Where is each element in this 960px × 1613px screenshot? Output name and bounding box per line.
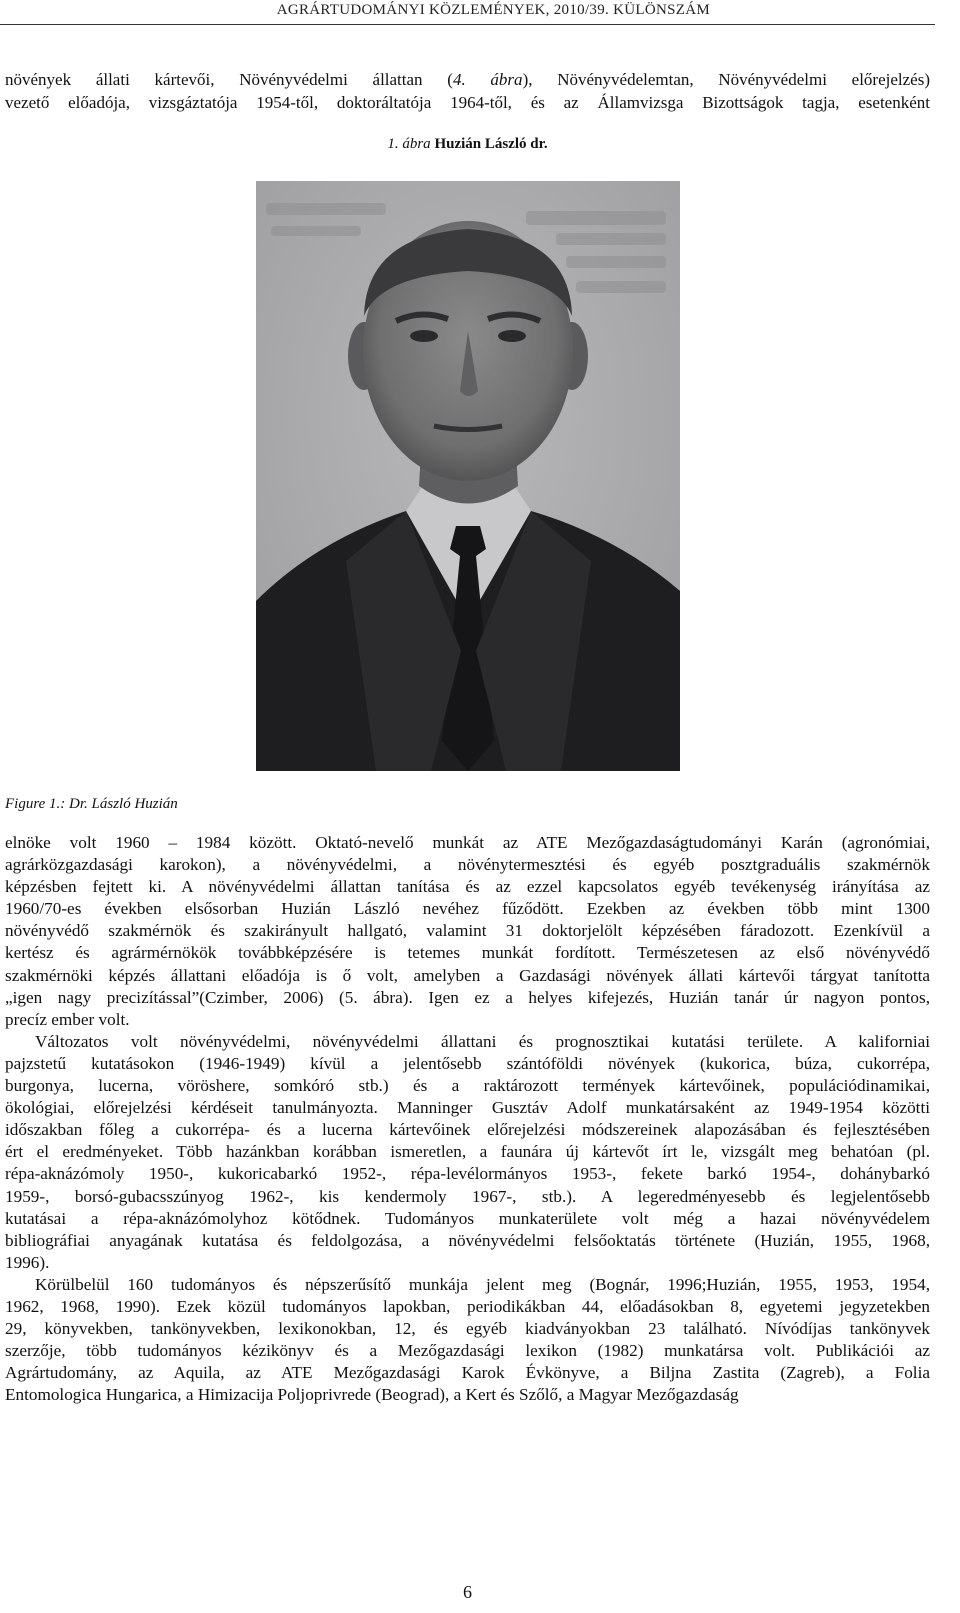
body-line: 1959-, borsó-gubacsszúnyog 1962-, kis kendermoly 1967-, stb.). A legeredményesebb és legjelentősebb	[5, 1186, 930, 1206]
body-line: elnöke volt 1960 – 1984 között. Oktató-nevelő munkát az ATE Mezőgazdaságtudományi Karán (agronómiai,	[5, 833, 930, 852]
intro-line-1: növények állati kártevői, Növényvédelmi állattan (4. ábra), Növényvédelemtan, Növényvédelmi előrejelzés)	[5, 70, 931, 89]
body-line: pajzstetű kutatásokon (1946-1949) kívül a jelentősebb szántóföldi növények (kukorica, búza, cukorrépa,	[5, 1053, 930, 1073]
body-line: 1962, 1968, 1990). Ezek közül tudományos lapokban, periodikákban 44, előadásokban 8, egyetemi jegyzetekben	[5, 1296, 930, 1316]
intro-paragraph	[5, 68, 930, 114]
figure-label: 1. ábra	[387, 136, 431, 152]
body-text	[5, 832, 930, 1406]
body-line: ért el eredményeket. Több hazánkban korábban ismeretlen, a faunára új kártevőt írt le, vizsgált meg behatóan (pl.	[5, 1142, 930, 1162]
body-line: „igen nagy precizítással”(Czimber, 2006) (5. ábra). Igen ez a helyes kifejezés, Huzián tanár úr nagyon pontos,	[5, 987, 930, 1007]
body-line: szerzője, több tudományos kézikönyv és a Mezőgazdasági lexikon (1982) munkatársa volt. Publikációi az	[5, 1341, 930, 1361]
intro-line-2: vezető előadója, vizsgáztatója 1954-től, doktoráltatója 1964-től, és az Államvizsga Bizottságok tagja, esetenként	[5, 93, 930, 112]
body-line: ökológiai, előrejelzési kérdéseit tanulmányozta. Manninger Gusztáv Adolf munkatársaként az 1949-1954 közötti	[5, 1098, 930, 1118]
body-line: agrárközgazdasági karokon), a növényvédelmi, a növénytermesztési és egyéb posztgraduális szakmérnök	[5, 855, 930, 875]
body-line: répa-aknázómoly 1950-, kukoricabarkó 1952-, répa-levélormányos 1953-, fekete barkó 1954-, dohánybarkó	[5, 1164, 930, 1184]
body-line: időszakban főleg a cukorrépa- és a lucerna kártevőinek előrejelzési módszereinek alapozásában és fejlesztésében	[5, 1120, 930, 1140]
body-line: Változatos volt növényvédelmi, növényvédelmi állattani és prognosztikai kutatási területe. A kaliforniai	[35, 1031, 930, 1051]
body-line: kertész és agrármérnökök továbbképzésére is tetemes munkát fordított. Természetesen az első növényvédő	[5, 943, 930, 963]
body-line: precíz ember volt.	[5, 1009, 130, 1029]
body-line: 29, könyvekben, tankönyvekben, lexikonokban, 12, és egyéb kiadványokban 23 található. Nívódíjas tankönyvek	[5, 1319, 930, 1339]
body-line: Agrártudomány, az Aquila, az ATE Mezőgazdasági Karok Évkönyve, a Biljna Zastita (Zagreb), a Folia	[5, 1363, 930, 1383]
portrait-photo	[256, 181, 680, 771]
figure-caption: Figure 1.: Dr. László Huzián	[5, 796, 178, 812]
body-line: burgonya, lucerna, vöröshere, somkóró stb.) és a raktározott termények kártevőinek, populációdinamikai,	[5, 1076, 930, 1096]
body-line: Entomologica Hungarica, a Himizacija Poljoprivrede (Beograd), a Kert és Szőlő, a Magyar Mezőgazdaság	[5, 1385, 739, 1405]
figure-top-caption	[0, 136, 935, 153]
running-header	[0, 2, 960, 19]
figure-ref: 4. ábra	[452, 70, 523, 89]
header-rule	[0, 24, 935, 25]
figure-name: Huzián László dr.	[434, 136, 548, 152]
body-line: képzésben fejtett ki. A növényvédelmi állattan tanítása és az ezzel kapcsolatos egyéb tevékenység irányítása az	[5, 877, 930, 897]
journal-title: AGRÁRTUDOMÁNYI KÖZLEMÉNYEK, 2010/39. KÜLÖNSZÁM	[276, 2, 710, 18]
body-line: növényvédő szakmérnök és szakirányult hallgató, valamint 31 doktorjelölt képzésében fáradozott. Ezenkívül a	[5, 921, 930, 941]
body-line: 1960/70-es években elsősorban Huzián László nevéhez fűződött. Ezekben az években több mint 1300	[5, 899, 930, 919]
body-line: szakmérnöki képzés állattani előadója is ő volt, amelyben a Gazdasági növények állati kártevői tárgyat tanította	[5, 965, 930, 985]
body-line: kutatásai a répa-aknázómolyhoz kötődnek. Tudományos munkaterülete volt még a hazai növényvédelem	[5, 1208, 930, 1228]
body-line: Körülbelül 160 tudományos és népszerűsítő munkája jelent meg (Bognár, 1996;Huzián, 1955, 1953, 1954,	[35, 1274, 930, 1294]
body-line: bibliográfiai anyagának kutatása és feldolgozása, a növényvédelmi felsőoktatás története (Huzián, 1955, 1968,	[5, 1230, 930, 1250]
portrait-illustration	[256, 181, 680, 771]
page-number: 6	[463, 1582, 472, 1602]
body-line: 1996).	[5, 1252, 50, 1272]
